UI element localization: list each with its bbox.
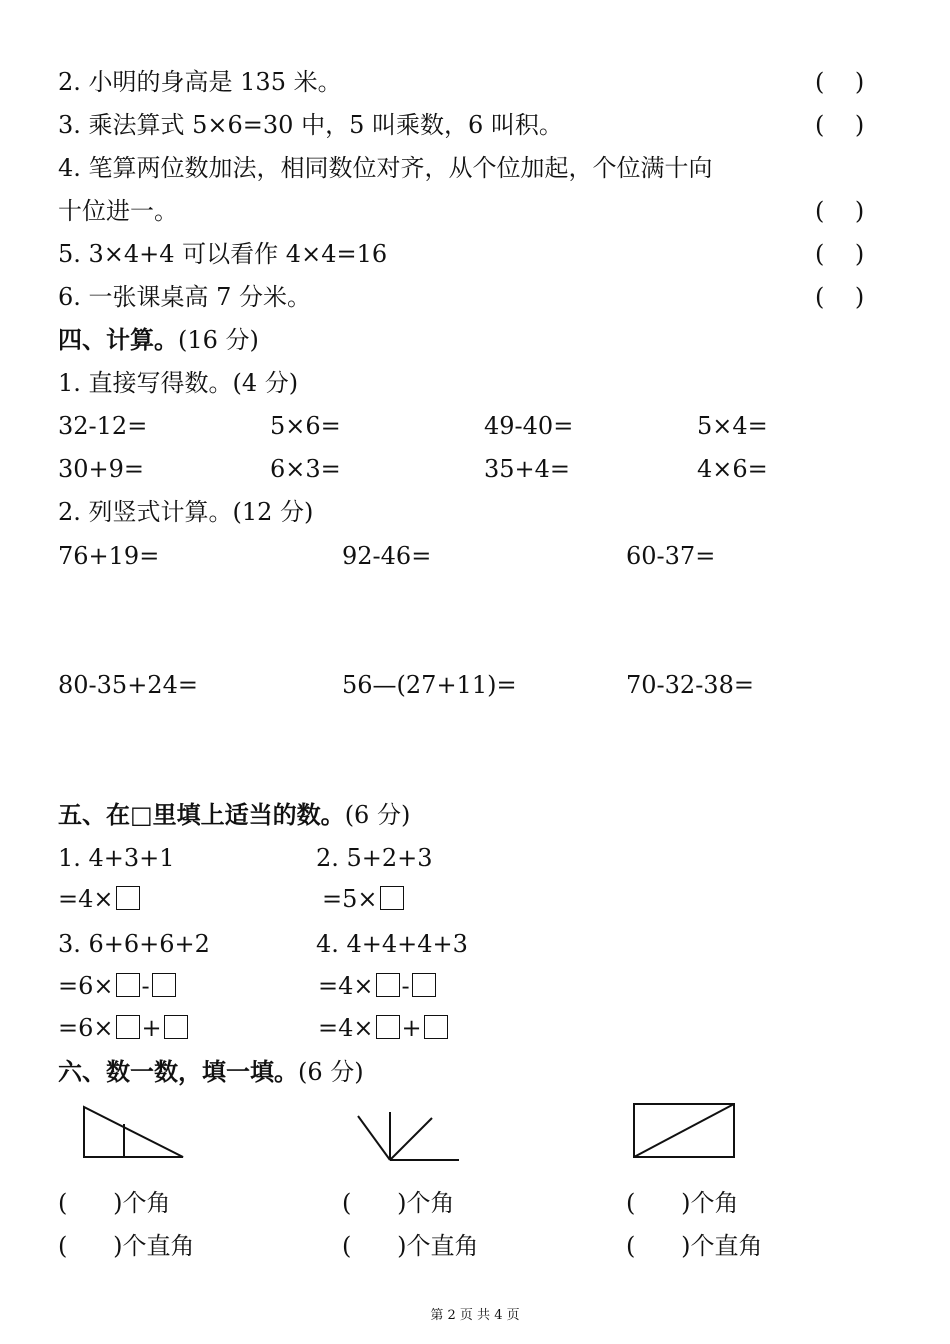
answer-box[interactable]	[380, 886, 404, 910]
judge-item-5: 5. 3×4+4 可以看作 4×4=16	[58, 240, 388, 268]
fill-q3-line2	[58, 1013, 190, 1043]
plus-sign: +	[141, 1014, 162, 1042]
answer-paren-6[interactable]: ( )	[815, 283, 865, 311]
vertical-calc: 60-37=	[626, 542, 716, 570]
vertical-calc: 70-32-38=	[626, 671, 754, 699]
oral-calc: 32-12=	[58, 412, 148, 440]
judge-item-4-cont: 十位进一。	[58, 197, 178, 225]
answer-box[interactable]	[164, 1015, 188, 1039]
section5-score: (6 分)	[344, 801, 411, 829]
section4-heading	[58, 325, 259, 355]
plus-sign: +	[401, 1014, 422, 1042]
section4-sub1: 1. 直接写得数。(4 分)	[58, 369, 299, 397]
page-footer: 第 2 页 共 4 页	[430, 1308, 520, 1323]
vertical-calc: 80-35+24=	[58, 671, 198, 699]
answer-paren-5[interactable]: ( )	[815, 240, 865, 268]
section4-sub2: 2. 列竖式计算。(12 分)	[58, 498, 314, 526]
fill-text: =4×	[318, 1014, 374, 1042]
vertical-calc: 92-46=	[342, 542, 432, 570]
section4-title: 四、计算。	[58, 326, 178, 354]
oral-calc: 30+9=	[58, 455, 145, 483]
section4-score: (16 分)	[178, 326, 259, 354]
fill-q4: 4. 4+4+4+3	[316, 930, 468, 958]
vertical-calc: 76+19=	[58, 542, 160, 570]
answer-box[interactable]	[376, 973, 400, 997]
fill-q1: 1. 4+3+1	[58, 844, 175, 872]
rays-figure	[354, 1110, 464, 1166]
minus-sign: -	[401, 972, 410, 1000]
fill-q4-line2	[318, 1013, 450, 1043]
section6-score: (6 分)	[298, 1058, 364, 1086]
vertical-calc: 56—(27+11)=	[342, 671, 517, 699]
fill-q4-line1	[318, 971, 438, 1001]
answer-box[interactable]	[424, 1015, 448, 1039]
right-angle-count-2[interactable]: ( )个直角	[342, 1232, 479, 1260]
section5-heading	[58, 800, 410, 830]
answer-box[interactable]	[152, 973, 176, 997]
judge-item-6: 6. 一张课桌高 7 分米。	[58, 283, 312, 311]
answer-box[interactable]	[116, 973, 140, 997]
right-angle-count-3[interactable]: ( )个直角	[626, 1232, 763, 1260]
right-angle-count-1[interactable]: ( )个直角	[58, 1232, 195, 1260]
answer-paren-4[interactable]: ( )	[815, 197, 865, 225]
fill-q1-line	[58, 884, 142, 914]
fill-text: =4×	[318, 972, 374, 1000]
fill-q3-line1	[58, 971, 178, 1001]
section6-heading	[58, 1057, 364, 1087]
oral-calc: 6×3=	[270, 455, 341, 483]
angle-count-1[interactable]: ( )个角	[58, 1189, 171, 1217]
minus-sign: -	[141, 972, 150, 1000]
fill-q3: 3. 6+6+6+2	[58, 930, 210, 958]
fill-text: =6×	[58, 972, 114, 1000]
angle-count-2[interactable]: ( )个角	[342, 1189, 455, 1217]
judge-item-3: 3. 乘法算式 5×6=30 中，5 叫乘数，6 叫积。	[58, 111, 563, 139]
section6-title: 六、数一数，填一填。	[58, 1058, 298, 1086]
oral-calc: 5×4=	[697, 412, 768, 440]
fill-q2-line	[322, 884, 406, 914]
oral-calc: 5×6=	[270, 412, 341, 440]
answer-box[interactable]	[116, 886, 140, 910]
oral-calc: 4×6=	[697, 455, 768, 483]
oral-calc: 49-40=	[484, 412, 574, 440]
fill-text: =6×	[58, 1014, 114, 1042]
answer-box[interactable]	[376, 1015, 400, 1039]
section5-title: 五、在□里填上适当的数。	[58, 801, 345, 829]
fill-text: =5×	[322, 885, 378, 913]
fill-text: =4×	[58, 885, 114, 913]
oral-calc: 35+4=	[484, 455, 571, 483]
answer-box[interactable]	[116, 1015, 140, 1039]
judge-item-4: 4. 笔算两位数加法，相同数位对齐，从个位加起，个位满十向	[58, 154, 713, 182]
answer-paren-3[interactable]: ( )	[815, 111, 865, 139]
answer-box[interactable]	[412, 973, 436, 997]
rectangle-figure	[630, 1100, 740, 1162]
judge-item-2: 2. 小明的身高是 135 米。	[58, 68, 342, 96]
answer-paren-2[interactable]: ( )	[815, 68, 865, 96]
angle-count-3[interactable]: ( )个角	[626, 1189, 739, 1217]
triangle-figure	[80, 1104, 190, 1160]
fill-q2: 2. 5+2+3	[316, 844, 433, 872]
